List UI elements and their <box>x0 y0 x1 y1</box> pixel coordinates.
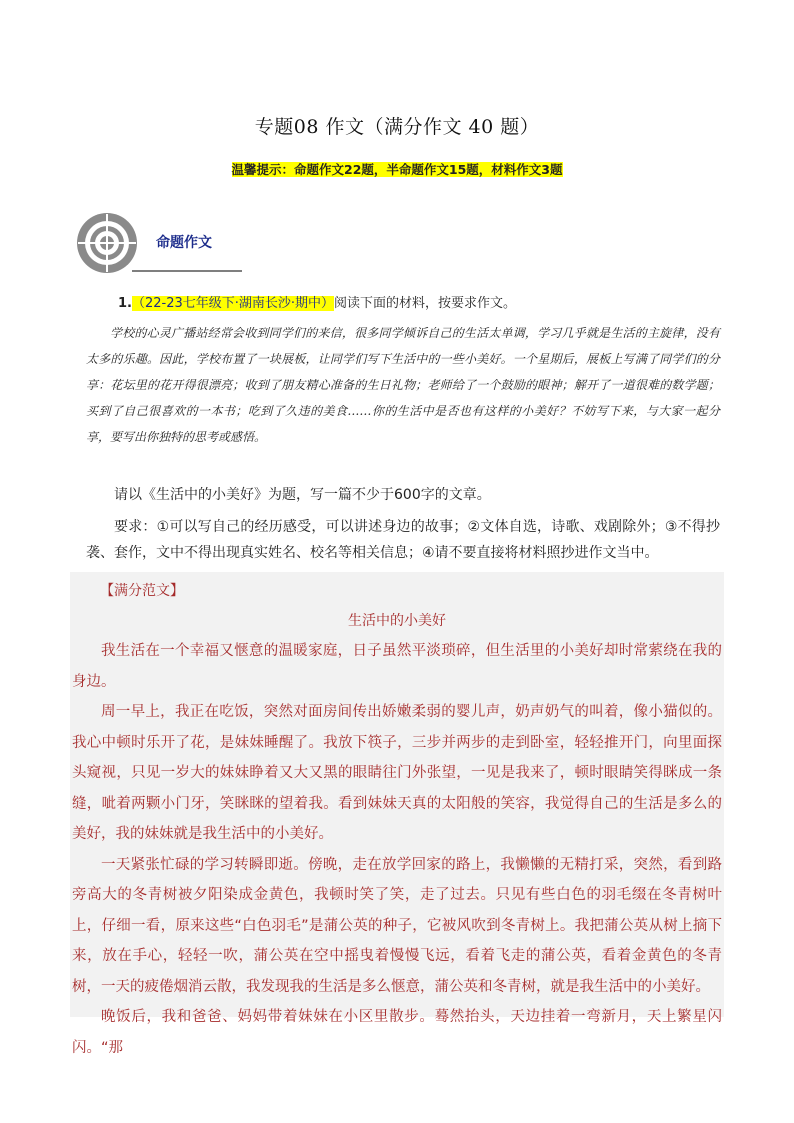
question-prompt: 请以《生活中的小美好》为题，写一篇不少于600字的文章。 <box>114 487 491 503</box>
essay-body <box>72 636 722 1063</box>
section-divider <box>132 270 242 272</box>
essay-paragraph: 周一早上，我正在吃饭，突然对面房间传出娇嫩柔弱的婴儿声，奶声奶气的叫着，像小猫似的。我心中顿时乐开了花，是妹妹睡醒了。我放下筷子，三步并两步的走到卧室，轻轻推开门，向里面探头窥视，只见一岁大的妹妹睁着又大又黑的眼睛往门外张望，一见是我来了，顿时眼睛笑得眯成一条缝，呲着两颗小门牙，笑眯眯的望着我。看到妹妹天真的太阳般的笑容，我觉得自己的生活是多么的美好，我的妹妹就是我生活中的小美好。 <box>72 704 722 842</box>
essay-label: 【满分范文】 <box>100 583 184 599</box>
target-icon <box>76 212 138 274</box>
question-number: 1. <box>118 296 132 311</box>
tip-text: 温馨提示：命题作文22题，半命题作文15题，材料作文3题 <box>231 162 563 177</box>
question-heading <box>118 292 516 311</box>
tip-line <box>0 160 794 178</box>
question-requirements: 要求：①可以写自己的经历感受，可以讲述身边的故事；②文体自选，诗歌、戏剧除外；③不得抄袭、套作，文中不得出现真实姓名、校名等相关信息；④请不要直接将材料照抄进作文当中。 <box>86 519 720 561</box>
question-instruction: 阅读下面的材料，按要求作文。 <box>334 296 517 311</box>
essay-paragraph: 一天紧张忙碌的学习转瞬即逝。傍晚，走在放学回家的路上，我懒懒的无精打采，突然，看到路旁高大的冬青树被夕阳染成金黄色，我顿时笑了笑，走了过去。只见有些白色的羽毛缀在冬青树叶上，仔细一看，原来这些“白色羽毛”是蒲公英的种子，它被风吹到冬青树上。我把蒲公英从树上摘下来，放在手心，轻轻一吹，蒲公英在空中摇曳着慢慢飞远，看着飞走的蒲公英，看着金黄色的冬青树，一天的疲倦烟消云散，我发现我的生活是多么惬意，蒲公英和冬青树，就是我生活中的小美好。 <box>72 856 722 995</box>
page-title: 专题08 作文（满分作文 40 题） <box>254 116 540 138</box>
section-header <box>76 212 246 278</box>
question-source: （22-23七年级下·湖南长沙·期中） <box>131 296 335 311</box>
essay-paragraph: 我生活在一个幸福又惬意的温暖家庭，日子虽然平淡琐碎，但生活里的小美好却时常萦绕在我的身边。 <box>72 643 722 690</box>
section-title: 命题作文 <box>156 235 212 251</box>
essay-paragraph: 晚饭后，我和爸爸、妈妈带着妹妹在小区里散步。蓦然抬头，天边挂着一弯新月，天上繁星闪闪。“那 <box>72 1009 722 1056</box>
essay-title: 生活中的小美好 <box>348 613 446 629</box>
model-essay <box>70 572 724 1056</box>
question-material: 学校的心灵广播站经常会收到同学们的来信，很多同学倾诉自己的生活太单调，学习几乎就是生活的主旋律，没有太多的乐趣。因此，学校布置了一块展板，让同学们写下生活中的一些小美好。一个星期后，展板上写满了同学们的分享：花坛里的花开得很漂亮；收到了朋友精心准备的生日礼物；老师给了一个鼓励的眼神；解开了一道很难的数学题；买到了自己很喜欢的一本书；吃到了久违的美食……你的生活中是否也有这样的小美好？不妨写下来，与大家一起分享，要写出你独特的思考或感悟。 <box>86 326 720 444</box>
